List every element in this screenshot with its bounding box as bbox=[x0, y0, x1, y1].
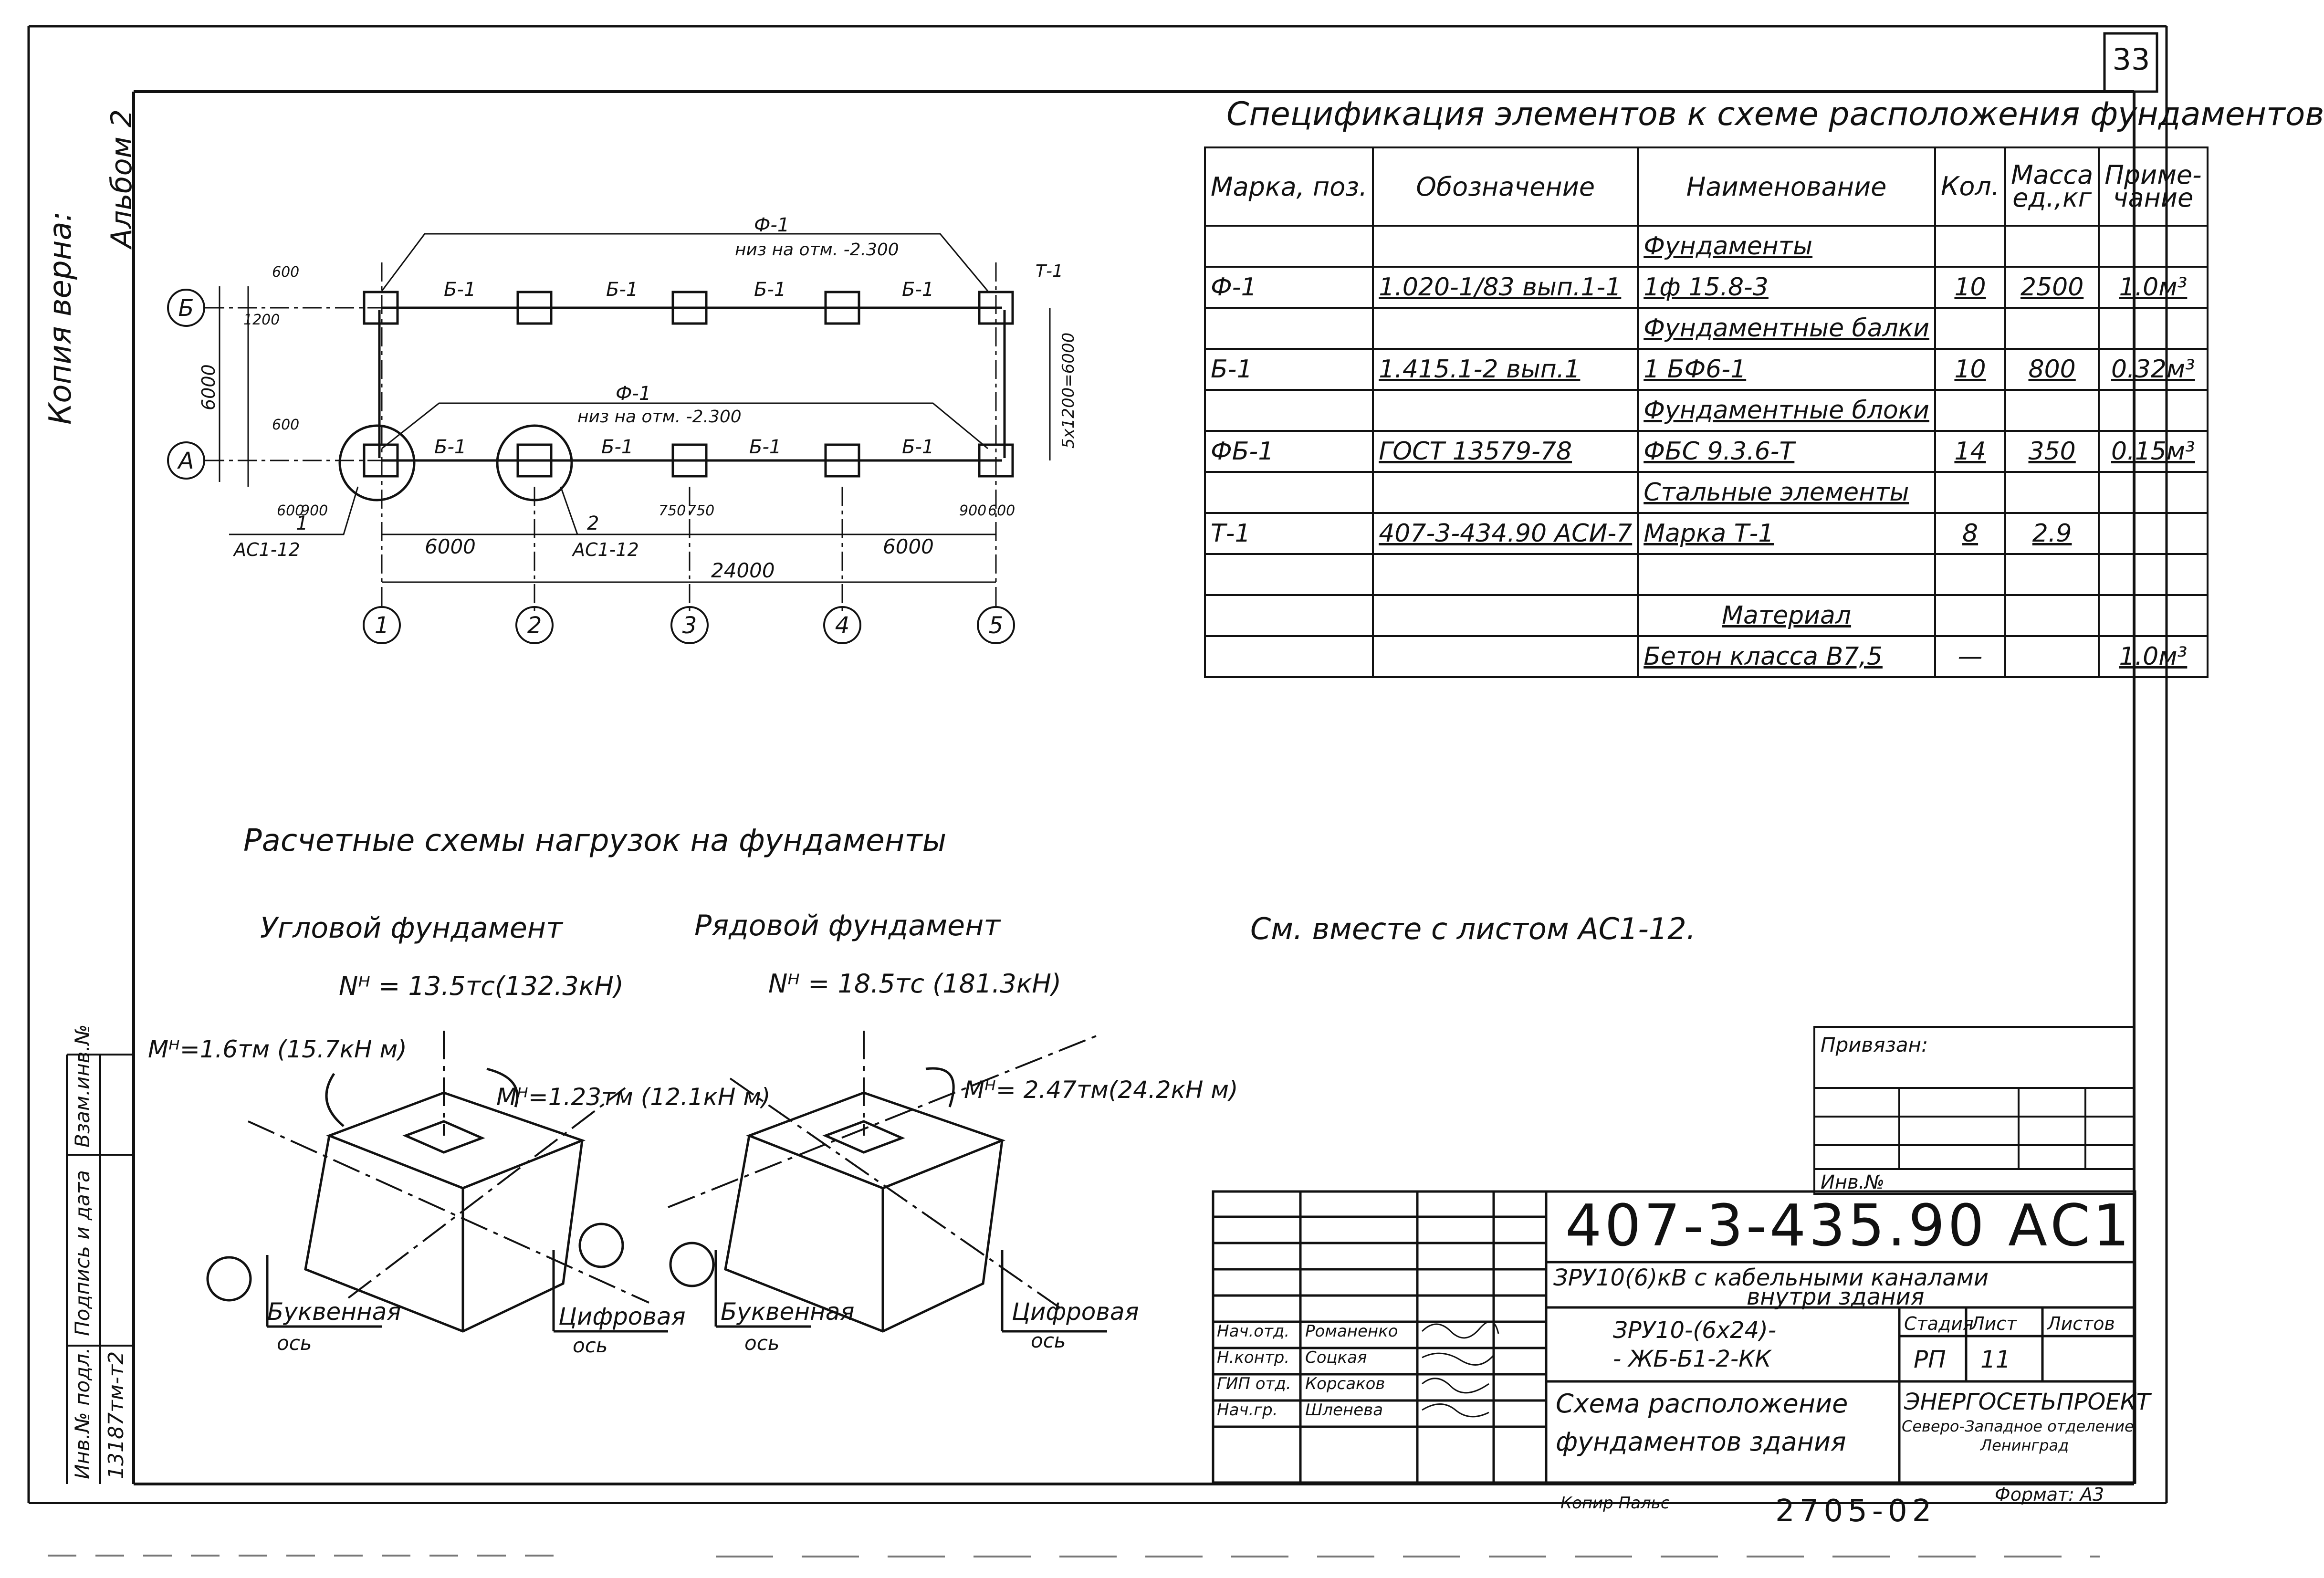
beam-label: Б-1 bbox=[434, 436, 467, 458]
spec-cell bbox=[1935, 554, 2005, 595]
project-name-line-1: ЗРУ10(6)кВ с кабельными каналами bbox=[1553, 1264, 1989, 1291]
spec-cell: 350 bbox=[2005, 431, 2099, 472]
building-code-line-1: ЗРУ10-(6х24)- bbox=[1613, 1317, 1777, 1344]
spec-cell: 407-3-434.90 АСИ-7 bbox=[1373, 513, 1638, 554]
letter-axis-label: Буквенная bbox=[267, 1298, 401, 1326]
organization-name: ЭНЕРГОСЕТЬПРОЕКТ bbox=[1904, 1389, 2151, 1415]
dim-6000-b: 6000 bbox=[883, 535, 934, 558]
signer-role: Нач.отд. bbox=[1217, 1322, 1290, 1341]
copy-verified-label: Копия верна: bbox=[43, 211, 78, 425]
callout-2-number: 2 bbox=[587, 512, 599, 534]
foundation-plan bbox=[157, 200, 1136, 668]
axis-label-a: А bbox=[178, 448, 194, 474]
row-vertical-load: Nᴴ = 18.5тс (181.3кН) bbox=[768, 969, 1062, 999]
spec-cell bbox=[1935, 472, 2005, 513]
beam-label: Б-1 bbox=[902, 436, 934, 458]
spec-cell bbox=[1205, 554, 1373, 595]
sheets-total-label: Листов bbox=[2047, 1313, 2115, 1334]
spec-cell: 10 bbox=[1935, 349, 2005, 390]
spec-cell: — bbox=[1935, 636, 2005, 677]
spec-cell: 0.32м³ bbox=[2099, 349, 2207, 390]
callout-1-number: 1 bbox=[296, 512, 308, 534]
stage-label: Стадия bbox=[1904, 1313, 1974, 1334]
beam-label: Б-1 bbox=[606, 279, 639, 301]
sheet-number: 33 bbox=[2112, 42, 2150, 77]
spec-header-cell: Приме-чание bbox=[2099, 147, 2207, 226]
corner-foundation-title: Угловой фундамент bbox=[260, 911, 563, 945]
table-row bbox=[1205, 431, 2208, 472]
table-row bbox=[1205, 226, 2208, 267]
table-row bbox=[1205, 636, 2208, 677]
spec-cell bbox=[1205, 472, 1373, 513]
digit-axis-label-row-2: ось bbox=[1031, 1329, 1066, 1352]
organization-city: Ленинград bbox=[1980, 1436, 2069, 1454]
spec-cell: 2.9 bbox=[2005, 513, 2099, 554]
sheet-label: Лист bbox=[1971, 1313, 2017, 1334]
spec-cell bbox=[2005, 554, 2099, 595]
row-moment: Mᴴ= 2.47тм(24.2кН м) bbox=[964, 1076, 1238, 1104]
signer-name: Романенко bbox=[1305, 1322, 1398, 1341]
row-foundation-title: Рядовой фундамент bbox=[694, 909, 1001, 942]
spec-cell: Стальные элементы bbox=[1638, 472, 1935, 513]
replaced-inv-label: Взам.инв.№ bbox=[71, 1024, 94, 1148]
signatures bbox=[1417, 1317, 1560, 1432]
spec-cell bbox=[2005, 308, 2099, 349]
spec-header-cell: Наименование bbox=[1638, 147, 1935, 226]
table-row bbox=[1205, 595, 2208, 636]
spec-cell: Марка Т-1 bbox=[1638, 513, 1935, 554]
dim-750: 750 bbox=[659, 502, 686, 519]
see-also-note: См. вместе с листом АС1-12. bbox=[1250, 911, 1696, 946]
spec-cell bbox=[1205, 390, 1373, 431]
spec-cell bbox=[1205, 636, 1373, 677]
axis-label-2: 2 bbox=[527, 612, 542, 639]
spec-cell bbox=[2005, 595, 2099, 636]
spec-cell bbox=[1205, 308, 1373, 349]
beam-label: Б-1 bbox=[902, 279, 934, 301]
spec-header-cell: Обозначение bbox=[1373, 147, 1638, 226]
axis-label-4: 4 bbox=[835, 612, 850, 639]
spec-cell bbox=[2099, 513, 2207, 554]
dim-600: 600 bbox=[272, 264, 300, 281]
spec-cell bbox=[1373, 554, 1638, 595]
spec-cell bbox=[2099, 226, 2207, 267]
spec-cell: 8 bbox=[1935, 513, 2005, 554]
inventory-number: 13187тм-т2 bbox=[104, 1351, 128, 1479]
footer-number: 2705-02 bbox=[1775, 1494, 1937, 1529]
t-label: Т-1 bbox=[1036, 261, 1063, 281]
spec-cell: Ф-1 bbox=[1205, 267, 1373, 308]
sheet-title-line-1: Схема расположение bbox=[1556, 1389, 1848, 1419]
spec-header-row bbox=[1205, 147, 2208, 226]
format-label: Формат: А3 bbox=[1995, 1484, 2104, 1505]
spec-cell bbox=[2005, 226, 2099, 267]
document-code: 407-3-435.90 АС1 bbox=[1565, 1193, 2133, 1259]
inv-no-label: Инв.№ bbox=[1821, 1171, 1884, 1193]
spec-cell: 14 bbox=[1935, 431, 2005, 472]
spec-title: Спецификация элементов к схеме расположения фундаментов bbox=[1226, 95, 2324, 133]
table-row bbox=[1205, 390, 2208, 431]
letter-axis-label-2: ось bbox=[277, 1331, 312, 1355]
dim-5x1200: 5х1200=6000 bbox=[1059, 332, 1078, 449]
callout-2-sheet: АС1-12 bbox=[573, 539, 639, 560]
spec-cell bbox=[1205, 226, 1373, 267]
spec-cell: ГОСТ 13579-78 bbox=[1373, 431, 1638, 472]
letter-axis-label-row-2: ось bbox=[744, 1331, 780, 1355]
corner-moment-1: Mᴴ=1.6тм (15.7кН м) bbox=[148, 1035, 407, 1063]
dim-750: 750 bbox=[687, 502, 715, 519]
axis-label-5: 5 bbox=[988, 612, 1004, 639]
spec-cell: Фундаменты bbox=[1638, 226, 1935, 267]
table-row bbox=[1205, 267, 2208, 308]
spec-cell bbox=[1373, 636, 1638, 677]
spec-cell: 1.0м³ bbox=[2099, 636, 2207, 677]
foundation-note-a: низ на отм. -2.300 bbox=[577, 407, 742, 427]
spec-cell: 0.15м³ bbox=[2099, 431, 2207, 472]
spec-cell: ФБ-1 bbox=[1205, 431, 1373, 472]
spec-cell bbox=[1638, 554, 1935, 595]
dim-900: 900 bbox=[301, 502, 328, 519]
spec-cell: Фундаментные блоки bbox=[1638, 390, 1935, 431]
spec-cell bbox=[2099, 308, 2207, 349]
spec-cell bbox=[2099, 472, 2207, 513]
project-name-line-2: внутри здания bbox=[1747, 1284, 1925, 1310]
axis-label-3: 3 bbox=[682, 612, 697, 639]
spec-cell: 1.0м³ bbox=[2099, 267, 2207, 308]
copied-by: Копир Пальс bbox=[1560, 1494, 1670, 1513]
spec-header-cell: Марка, поз. bbox=[1205, 147, 1373, 226]
spec-cell bbox=[2005, 636, 2099, 677]
spec-cell bbox=[1373, 472, 1638, 513]
corner-moment-2: Mᴴ=1.23тм (12.1кН м) bbox=[496, 1083, 771, 1111]
table-row bbox=[1205, 349, 2208, 390]
spec-cell bbox=[2005, 472, 2099, 513]
sheet-title-line-2: фундаментов здания bbox=[1556, 1427, 1846, 1457]
spec-cell: 800 bbox=[2005, 349, 2099, 390]
callout-1-sheet: АС1-12 bbox=[234, 539, 300, 560]
signer-role: ГИП отд. bbox=[1217, 1374, 1291, 1393]
spec-cell bbox=[1935, 308, 2005, 349]
building-code-line-2: - ЖБ-Б1-2-КК bbox=[1613, 1346, 1771, 1372]
spec-cell bbox=[1205, 595, 1373, 636]
table-row bbox=[1205, 513, 2208, 554]
axis-label-1: 1 bbox=[374, 612, 389, 639]
beam-label: Б-1 bbox=[754, 279, 786, 301]
signer-name: Соцкая bbox=[1305, 1348, 1367, 1367]
dim-600: 600 bbox=[988, 502, 1015, 519]
signer-role: Н.контр. bbox=[1217, 1348, 1290, 1367]
spec-header-cell: Кол. bbox=[1935, 147, 2005, 226]
spec-cell bbox=[1935, 390, 2005, 431]
spec-cell bbox=[1373, 390, 1638, 431]
spec-cell bbox=[2005, 390, 2099, 431]
album-label: Альбом 2 bbox=[105, 109, 138, 248]
stage-value: РП bbox=[1914, 1346, 1946, 1373]
corner-vertical-load: Nᴴ = 13.5тс(132.3кН) bbox=[339, 971, 624, 1001]
foundation-label-a: Ф-1 bbox=[616, 383, 651, 405]
dim-6000-a: 6000 bbox=[425, 535, 476, 558]
spec-cell: 1.020-1/83 вып.1-1 bbox=[1373, 267, 1638, 308]
spec-cell: Б-1 bbox=[1205, 349, 1373, 390]
spec-cell bbox=[1373, 308, 1638, 349]
foundation-note-b: низ на отм. -2.300 bbox=[735, 240, 899, 260]
dim-1200: 1200 bbox=[243, 312, 280, 328]
signer-name: Шленева bbox=[1305, 1400, 1383, 1420]
sheet-value: 11 bbox=[1980, 1346, 2011, 1373]
foundation-label-b: Ф-1 bbox=[754, 214, 790, 236]
digit-axis-label-row: Цифровая bbox=[1012, 1298, 1139, 1326]
spec-cell: 2500 bbox=[2005, 267, 2099, 308]
table-row bbox=[1205, 554, 2208, 595]
spec-cell bbox=[1935, 595, 2005, 636]
spec-cell: Бетон класса В7,5 bbox=[1638, 636, 1935, 677]
spec-cell bbox=[1373, 595, 1638, 636]
table-row bbox=[1205, 308, 2208, 349]
spec-cell bbox=[2099, 595, 2207, 636]
spec-cell: 10 bbox=[1935, 267, 2005, 308]
digit-axis-label: Цифровая bbox=[558, 1303, 686, 1330]
spec-header-cell: Масса ед.,кг bbox=[2005, 147, 2099, 226]
dim-600: 600 bbox=[272, 417, 300, 433]
digit-axis-label-2: ось bbox=[573, 1334, 608, 1357]
binding-label: Привязан: bbox=[1821, 1033, 1928, 1056]
spec-cell bbox=[2099, 554, 2207, 595]
organization-branch: Северо-Западное отделение bbox=[1902, 1417, 2134, 1435]
beam-label: Б-1 bbox=[444, 279, 476, 301]
table-row bbox=[1205, 472, 2208, 513]
signer-name: Корсаков bbox=[1305, 1374, 1385, 1393]
spec-cell: 1.415.1-2 вып.1 bbox=[1373, 349, 1638, 390]
spec-cell: ФБС 9.3.6-Т bbox=[1638, 431, 1935, 472]
spec-cell: 1ф 15.8-3 bbox=[1638, 267, 1935, 308]
spec-cell: Материал bbox=[1638, 595, 1935, 636]
dim-600: 600 bbox=[277, 502, 304, 519]
axis-label-b: Б bbox=[178, 295, 194, 322]
beam-label: Б-1 bbox=[601, 436, 634, 458]
loads-heading: Расчетные схемы нагрузок на фундаменты bbox=[243, 823, 947, 858]
letter-axis-label-row: Буквенная bbox=[721, 1298, 855, 1326]
spec-table bbox=[1204, 146, 2209, 678]
spec-cell: 1 БФ6-1 bbox=[1638, 349, 1935, 390]
dim-24000: 24000 bbox=[711, 559, 775, 582]
dim-900: 900 bbox=[959, 502, 987, 519]
spec-cell: Т-1 bbox=[1205, 513, 1373, 554]
spec-cell bbox=[1373, 226, 1638, 267]
inv-podl-label: Инв.№ подл. bbox=[71, 1347, 94, 1479]
signature-date-label: Подпись и дата bbox=[71, 1170, 94, 1336]
dim-6000-left: 6000 bbox=[198, 364, 219, 410]
spec-cell bbox=[2099, 390, 2207, 431]
signer-role: Нач.гр. bbox=[1217, 1400, 1278, 1420]
spec-cell bbox=[1935, 226, 2005, 267]
spec-cell: Фундаментные балки bbox=[1638, 308, 1935, 349]
beam-label: Б-1 bbox=[749, 436, 782, 458]
